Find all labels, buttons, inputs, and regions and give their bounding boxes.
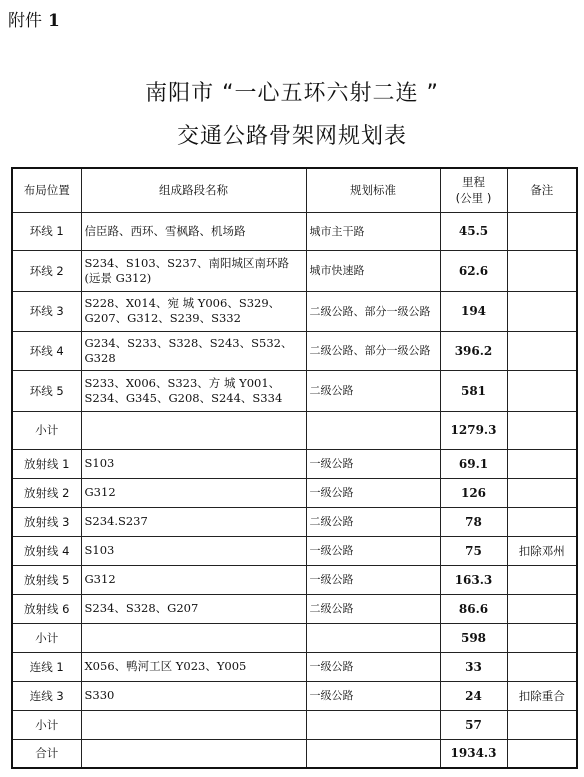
note-cell [507,594,577,623]
standard-cell [306,739,440,768]
route-cell: 信臣路、西环、雪枫路、机场路 [81,212,306,250]
note-cell [507,652,577,681]
note-cell [507,449,577,478]
note-cell [507,507,577,536]
note-cell [507,370,577,411]
table-row [12,370,577,411]
table-row [12,536,577,565]
layout-cell: 连线 3 [12,681,81,710]
route-cell [81,411,306,449]
standard-cell: 二级公路 [306,594,440,623]
standard-cell [306,623,440,652]
attachment-number: 1 [48,11,60,31]
table-row [12,565,577,594]
header-length: 里程 (公里 ) [440,168,507,212]
table-row [12,594,577,623]
route-cell: G234、S233、S328、S243、S532、G328 [81,331,306,370]
note-cell [507,739,577,768]
layout-cell: 小计 [12,411,81,449]
note-cell [507,212,577,250]
length-cell: 1934.3 [440,739,507,768]
length-cell: 581 [440,370,507,411]
route-cell: S234.S237 [81,507,306,536]
note-cell [507,291,577,331]
length-cell: 194 [440,291,507,331]
route-cell: S234、S328、G207 [81,594,306,623]
table-row [12,710,577,739]
route-cell: S103 [81,536,306,565]
header-route: 组成路段名称 [81,168,306,212]
table-row [12,739,577,768]
layout-cell: 环线 2 [12,250,81,291]
layout-cell: 放射线 6 [12,594,81,623]
table-row [12,411,577,449]
note-cell [507,250,577,291]
table-row [12,331,577,370]
standard-cell: 城市快速路 [306,250,440,291]
table-row [12,507,577,536]
layout-cell: 环线 5 [12,370,81,411]
layout-cell: 环线 3 [12,291,81,331]
table-row [12,291,577,331]
table-row [12,623,577,652]
table-row [12,478,577,507]
layout-cell: 放射线 5 [12,565,81,594]
attachment-text: 附件 [8,11,42,31]
length-cell: 45.5 [440,212,507,250]
route-cell [81,623,306,652]
layout-cell: 环线 4 [12,331,81,370]
table-row [12,681,577,710]
layout-cell: 放射线 4 [12,536,81,565]
layout-cell: 放射线 1 [12,449,81,478]
standard-cell: 一级公路 [306,565,440,594]
note-cell [507,478,577,507]
layout-cell: 小计 [12,623,81,652]
note-cell [507,623,577,652]
layout-cell: 放射线 3 [12,507,81,536]
table-row [12,652,577,681]
note-cell [507,565,577,594]
header-layout: 布局位置 [12,168,81,212]
route-cell [81,710,306,739]
length-cell: 163.3 [440,565,507,594]
layout-cell: 放射线 2 [12,478,81,507]
standard-cell: 一级公路 [306,652,440,681]
layout-cell: 合计 [12,739,81,768]
layout-cell: 环线 1 [12,212,81,250]
standard-cell: 一级公路 [306,536,440,565]
note-cell: 扣除重合 [507,681,577,710]
table-header-row [12,168,577,212]
route-cell: S228、X014、宛 城 Y006、S329、G207、G312、S239、S332 [81,291,306,331]
attachment-label [8,6,60,31]
length-cell: 33 [440,652,507,681]
route-cell: G312 [81,478,306,507]
route-cell: S330 [81,681,306,710]
route-cell [81,739,306,768]
route-cell: G312 [81,565,306,594]
standard-cell: 一级公路 [306,449,440,478]
note-cell [507,710,577,739]
route-cell: S103 [81,449,306,478]
standard-cell: 城市主干路 [306,212,440,250]
table-row [12,212,577,250]
header-note: 备注 [507,168,577,212]
length-cell: 62.6 [440,250,507,291]
length-cell: 75 [440,536,507,565]
page-subtitle: 交通公路骨架网规划表 [176,124,407,149]
note-cell [507,331,577,370]
standard-cell [306,411,440,449]
note-cell [507,411,577,449]
standard-cell [306,710,440,739]
page-title: 南阳市 “一心五环六射二连 ” [145,81,439,106]
standard-cell: 二级公路、部分一级公路 [306,291,440,331]
standard-cell: 二级公路 [306,507,440,536]
length-cell: 598 [440,623,507,652]
length-cell: 126 [440,478,507,507]
standard-cell: 一级公路 [306,478,440,507]
standard-cell: 二级公路 [306,370,440,411]
length-cell: 69.1 [440,449,507,478]
route-cell: S234、S103、S237、南阳城区南环路(远景 G312) [81,250,306,291]
route-cell: X056、鸭河工区 Y023、Y005 [81,652,306,681]
length-cell: 396.2 [440,331,507,370]
note-cell: 扣除邓州 [507,536,577,565]
header-standard: 规划标准 [306,168,440,212]
length-cell: 1279.3 [440,411,507,449]
length-cell: 57 [440,710,507,739]
length-cell: 86.6 [440,594,507,623]
standard-cell: 二级公路、部分一级公路 [306,331,440,370]
plan-table [11,167,578,769]
standard-cell: 一级公路 [306,681,440,710]
table-row [12,250,577,291]
length-cell: 78 [440,507,507,536]
length-cell: 24 [440,681,507,710]
layout-cell: 小计 [12,710,81,739]
table-row [12,449,577,478]
route-cell: S233、X006、S323、方 城 Y001、S234、G345、G208、S244、S334 [81,370,306,411]
layout-cell: 连线 1 [12,652,81,681]
